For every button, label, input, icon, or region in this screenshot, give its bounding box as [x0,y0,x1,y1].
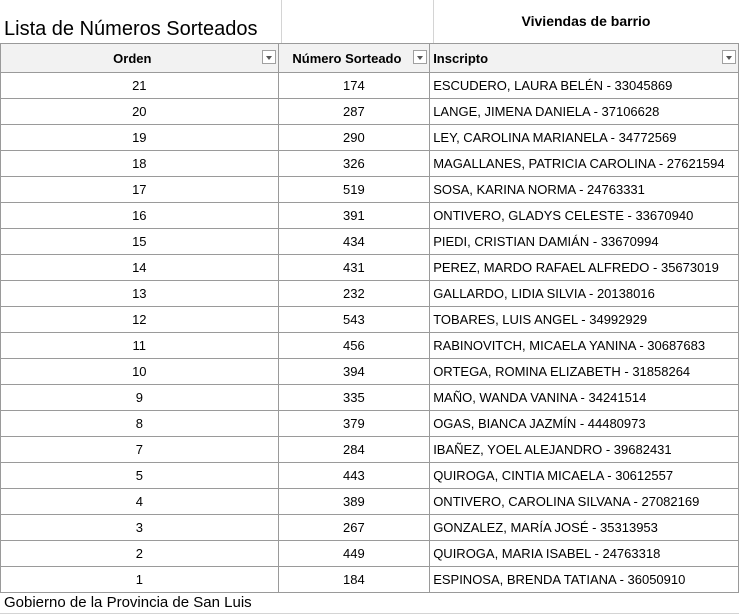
numero-cell[interactable]: 456 [278,333,430,359]
numero-cell[interactable]: 443 [278,463,430,489]
numero-cell[interactable]: 284 [278,437,430,463]
orden-cell[interactable]: 2 [1,541,279,567]
numero-cell[interactable]: 391 [278,203,430,229]
results-table [0,43,739,593]
numero-cell[interactable]: 290 [278,125,430,151]
table-row [1,359,739,385]
orden-cell[interactable]: 1 [1,567,279,593]
inscripto-cell[interactable]: ORTEGA, ROMINA ELIZABETH - 31858264 [430,359,739,385]
table-row [1,125,739,151]
orden-cell[interactable]: 3 [1,515,279,541]
column-header-label: Orden [113,50,152,66]
inscripto-cell[interactable]: IBAÑEZ, YOEL ALEJANDRO - 39682431 [430,437,739,463]
orden-cell[interactable]: 7 [1,437,279,463]
page-subtitle: Viviendas de barrio [521,13,651,29]
numero-cell[interactable]: 543 [278,307,430,333]
orden-cell[interactable]: 19 [1,125,279,151]
orden-cell[interactable]: 18 [1,151,279,177]
inscripto-cell[interactable]: RABINOVITCH, MICAELA YANINA - 30687683 [430,333,739,359]
table-row [1,515,739,541]
inscripto-cell[interactable]: QUIROGA, CINTIA MICAELA - 30612557 [430,463,739,489]
inscripto-cell[interactable]: MAGALLANES, PATRICIA CAROLINA - 27621594 [430,151,739,177]
filter-dropdown-icon[interactable] [722,50,736,64]
orden-cell[interactable]: 16 [1,203,279,229]
inscripto-cell[interactable]: ESPINOSA, BRENDA TATIANA - 36050910 [430,567,739,593]
inscripto-cell[interactable]: ESCUDERO, LAURA BELÉN - 33045869 [430,73,739,99]
table-row [1,99,739,125]
table-row [1,151,739,177]
table-row [1,411,739,437]
numero-cell[interactable]: 379 [278,411,430,437]
table-row [1,307,739,333]
filter-dropdown-icon[interactable] [262,50,276,64]
inscripto-cell[interactable]: SOSA, KARINA NORMA - 24763331 [430,177,739,203]
footer-text: Gobierno de la Provincia de San Luis [4,594,252,611]
orden-cell[interactable]: 15 [1,229,279,255]
grid-line [281,0,282,43]
orden-cell[interactable]: 20 [1,99,279,125]
orden-cell[interactable]: 13 [1,281,279,307]
table-header-row [1,44,739,73]
numero-cell[interactable]: 335 [278,385,430,411]
table-row [1,73,739,99]
orden-cell[interactable]: 8 [1,411,279,437]
numero-cell[interactable]: 394 [278,359,430,385]
inscripto-cell[interactable]: GONZALEZ, MARÍA JOSÉ - 35313953 [430,515,739,541]
table-row [1,281,739,307]
column-header-inscripto [430,44,739,73]
inscripto-cell[interactable]: OGAS, BIANCA JAZMÍN - 44480973 [430,411,739,437]
orden-cell[interactable]: 11 [1,333,279,359]
inscripto-cell[interactable]: PIEDI, CRISTIAN DAMIÁN - 33670994 [430,229,739,255]
orden-cell[interactable]: 21 [1,73,279,99]
numero-cell[interactable]: 174 [278,73,430,99]
inscripto-cell[interactable]: MAÑO, WANDA VANINA - 34241514 [430,385,739,411]
orden-cell[interactable]: 17 [1,177,279,203]
numero-cell[interactable]: 232 [278,281,430,307]
orden-cell[interactable]: 4 [1,489,279,515]
orden-cell[interactable]: 9 [1,385,279,411]
table-row [1,333,739,359]
page-title: Lista de Números Sorteados [4,18,258,40]
column-header-label: Número Sorteado [292,50,402,66]
inscripto-cell[interactable]: GALLARDO, LIDIA SILVIA - 20138016 [430,281,739,307]
table-row [1,177,739,203]
numero-cell[interactable]: 431 [278,255,430,281]
table-row [1,255,739,281]
inscripto-cell[interactable]: ONTIVERO, CAROLINA SILVANA - 27082169 [430,489,739,515]
table-row [1,437,739,463]
inscripto-cell[interactable]: TOBARES, LUIS ANGEL - 34992929 [430,307,739,333]
table-row [1,229,739,255]
grid-line [0,613,739,614]
numero-cell[interactable]: 389 [278,489,430,515]
filter-dropdown-icon[interactable] [413,50,427,64]
column-header-orden [1,44,279,73]
column-header-numero [278,44,430,73]
table-row [1,489,739,515]
numero-cell[interactable]: 449 [278,541,430,567]
inscripto-cell[interactable]: LANGE, JIMENA DANIELA - 37106628 [430,99,739,125]
numero-cell[interactable]: 434 [278,229,430,255]
inscripto-cell[interactable]: QUIROGA, MARIA ISABEL - 24763318 [430,541,739,567]
table-row [1,567,739,593]
table-row [1,541,739,567]
numero-cell[interactable]: 267 [278,515,430,541]
numero-cell[interactable]: 326 [278,151,430,177]
table-row [1,203,739,229]
numero-cell[interactable]: 184 [278,567,430,593]
orden-cell[interactable]: 12 [1,307,279,333]
numero-cell[interactable]: 519 [278,177,430,203]
inscripto-cell[interactable]: ONTIVERO, GLADYS CELESTE - 33670940 [430,203,739,229]
orden-cell[interactable]: 14 [1,255,279,281]
orden-cell[interactable]: 10 [1,359,279,385]
table-row [1,385,739,411]
inscripto-cell[interactable]: PEREZ, MARDO RAFAEL ALFREDO - 35673019 [430,255,739,281]
table-row [1,463,739,489]
orden-cell[interactable]: 5 [1,463,279,489]
numero-cell[interactable]: 287 [278,99,430,125]
inscripto-cell[interactable]: LEY, CAROLINA MARIANELA - 34772569 [430,125,739,151]
column-header-label: Inscripto [433,50,489,66]
